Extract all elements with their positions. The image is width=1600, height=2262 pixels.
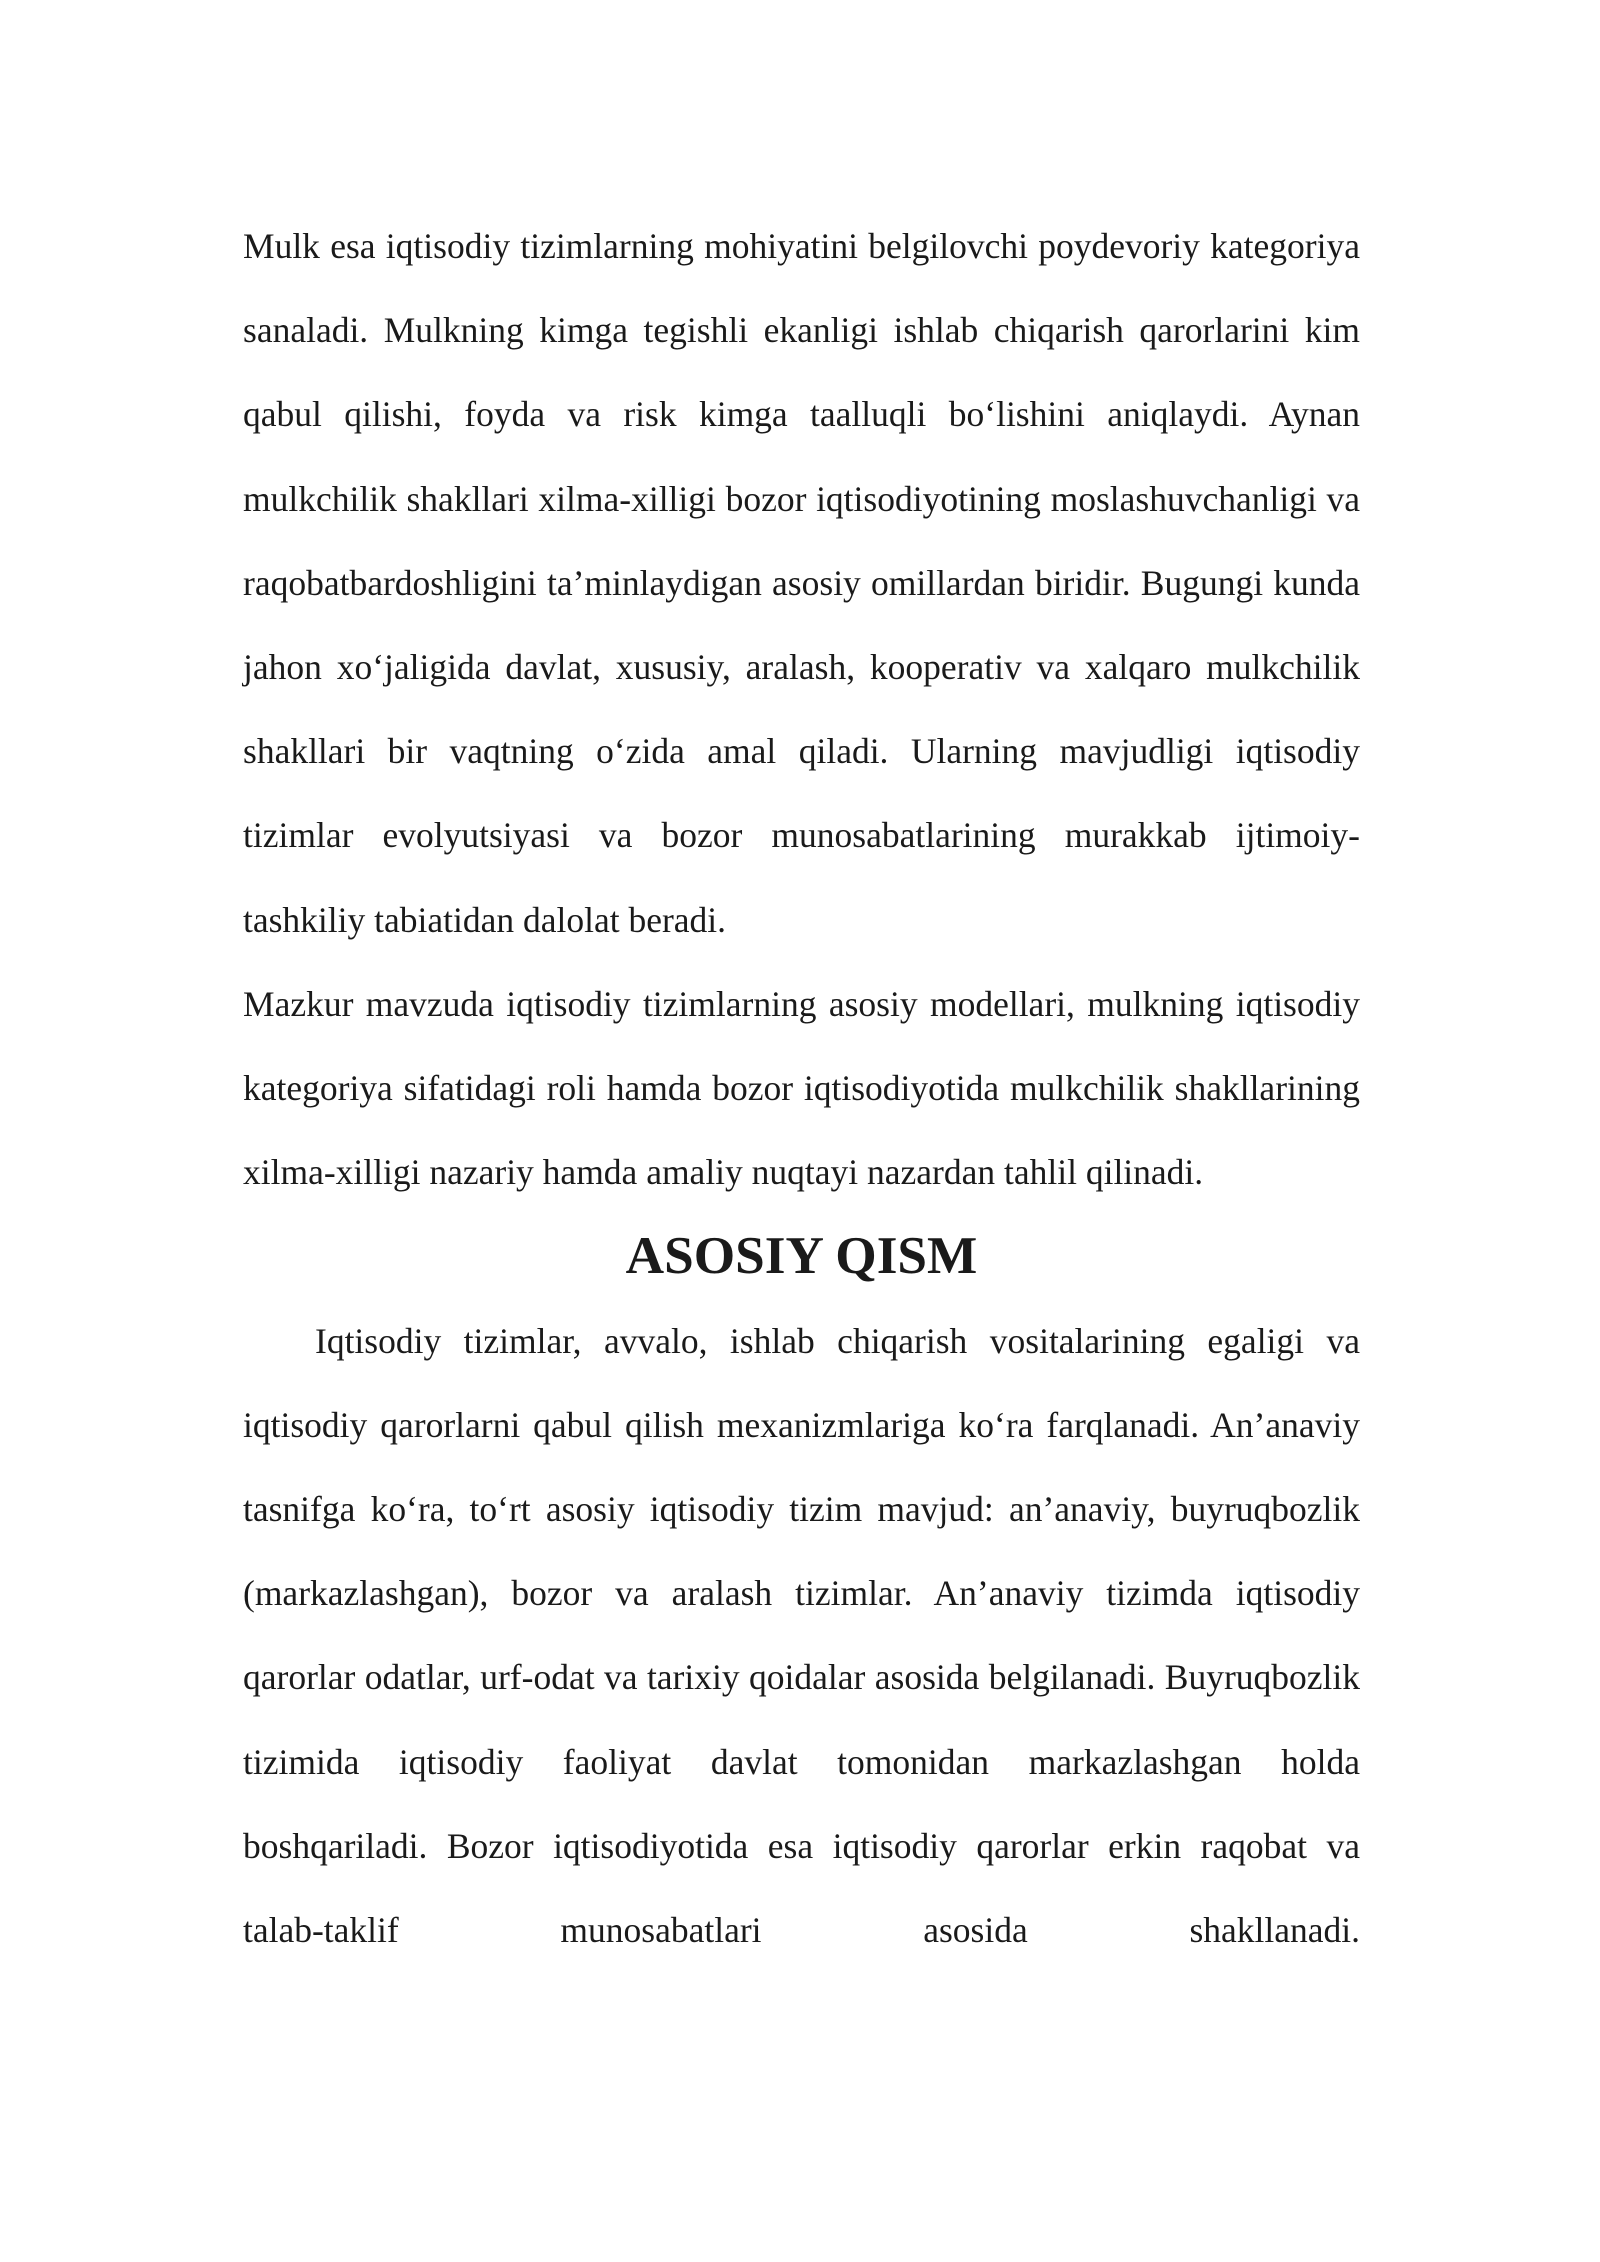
main-paragraph-1: Iqtisodiy tizimlar, avvalo, ishlab chiqarish vositalarining egaligi va iqtisodiy qarorlarni qabul qilish mexanizmlariga ko‘ra farqlanadi. An’anaviy tasnifga ko‘ra, to‘rt asosiy iqtisodiy tizim mavjud: an’anaviy, buyruqbozlik (markazlashgan), bozor va aralash tizimlar. An’anaviy tizimda iqtisodiy qarorlar odatlar, urf-odat va tarixiy qoidalar asosida belgilanadi. Buyruqbozlik tizimida iqtisodiy faoliyat davlat tomonidan markazlashgan holda boshqariladi. Bozor iqtisodiyotida esa iqtisodiy qarorlar erkin raqobat va talab-taklif munosabatlari asosida shakllanadi. (243, 1320, 1360, 1951)
intro-paragraph-1: Mulk esa iqtisodiy tizimlarning mohiyatini belgilovchi poydevoriy kategoriya sanaladi. Mulkning kimga tegishli ekanligi ishlab chiqarish qarorlarini kim qabul qilishi, foyda va risk kimga taalluqli bo‘lishini aniqlaydi. Aynan mulkchilik shakllari xilma-xilligi bozor iqtisodiyotining moslashuvchanligi va raqobatbardoshligini ta’minlaydigan asosiy omillardan biridir. Bugungi kunda jahon xo‘jaligida davlat, xususiy, aralash, kooperativ va xalqaro mulkchilik shakllari bir vaqtning o‘zida amal qiladi. Ularning mavjudligi iqtisodiy tizimlar evolyutsiyasi va bozor munosabatlarining murakkab ijtimoiy-tashkiliy tabiatidan dalolat beradi. (243, 226, 1360, 940)
section-heading: ASOSIY QISM (625, 1226, 978, 1286)
intro-paragraph-2: Mazkur mavzuda iqtisodiy tizimlarning asosiy modellari, mulkning iqtisodiy kategoriya sifatidagi roli hamda bozor iqtisodiyotida mulkchilik shakllarining xilma-xilligi nazariy hamda amaliy nuqtayi nazardan tahlil qilinadi. (243, 983, 1360, 1193)
document-page (243, 204, 1360, 1972)
